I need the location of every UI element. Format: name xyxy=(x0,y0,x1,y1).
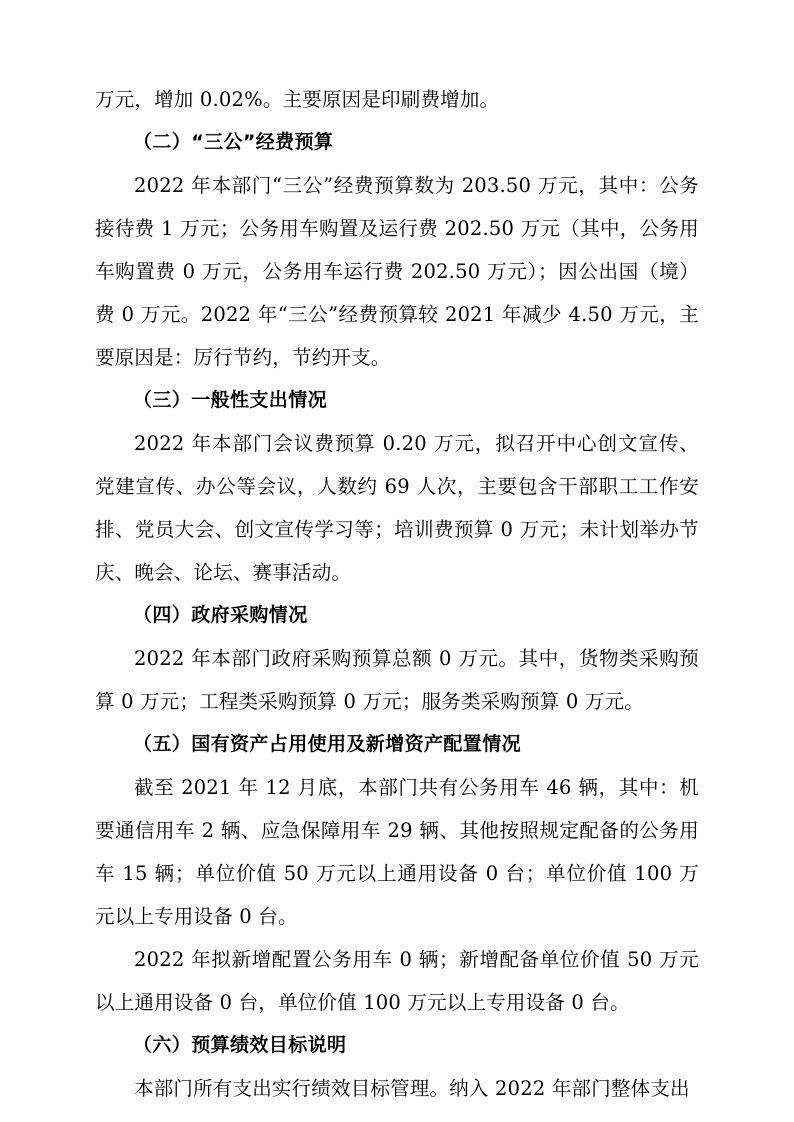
document-body xyxy=(95,78,699,1110)
section-heading-two: （二）“三公”经费预算 xyxy=(133,131,334,153)
paragraph-three-public-funds: 2022 年本部门“三公”经费预算数为 203.50 万元，其中：公务接待费 1 万元；公务用车购置及运行费 202.50 万元（其中，公务用车购置费 0 万元，公务用车运行费 202.50 万元）；因公出国（境）费 0 万元。2022 年“三公”经费预算较 2021 年减少 4.50 万元，主要原因是：厉行节约，节约开支。 xyxy=(95,174,699,369)
paragraph-continued: 万元，增加 0.02%。主要原因是印刷费增加。 xyxy=(95,88,500,111)
paragraph-general-expenditure: 2022 年本部门会议费预算 0.20 万元，拟召开中心创文宣传、党建宣传、办公等会议，人数约 69 人次，主要包含干部职工工作安排、党员大会、创文宣传学习等；培训费预算 0 万元；未计划举办节庆、晚会、论坛、赛事活动。 xyxy=(95,432,699,584)
section-heading-five: （五）国有资产占用使用及新增资产配置情况 xyxy=(133,733,522,755)
section-heading-six: （六）预算绩效目标说明 xyxy=(133,1034,347,1056)
section-heading-three: （三）一般性支出情况 xyxy=(133,389,328,411)
section-heading-four: （四）政府采购情况 xyxy=(133,604,308,626)
paragraph-state-assets: 截至 2021 年 12 月底，本部门共有公务用车 46 辆，其中：机要通信用车 2 辆、应急保障用车 29 辆、其他按照规定配备的公务用车 15 辆；单位价值 50 万元以上通用设备 0 台；单位价值 100 万元以上专用设备 0 台。 xyxy=(95,776,699,928)
paragraph-new-assets: 2022 年拟新增配置公务用车 0 辆；新增配备单位价值 50 万元以上通用设备 0 台，单位价值 100 万元以上专用设备 0 台。 xyxy=(95,948,699,1014)
paragraph-government-procurement: 2022 年本部门政府采购预算总额 0 万元。其中，货物类采购预算 0 万元；工程类采购预算 0 万元；服务类采购预算 0 万元。 xyxy=(95,647,699,713)
paragraph-performance-target: 本部门所有支出实行绩效目标管理。纳入 2022 年部门整体支出 xyxy=(134,1077,690,1100)
